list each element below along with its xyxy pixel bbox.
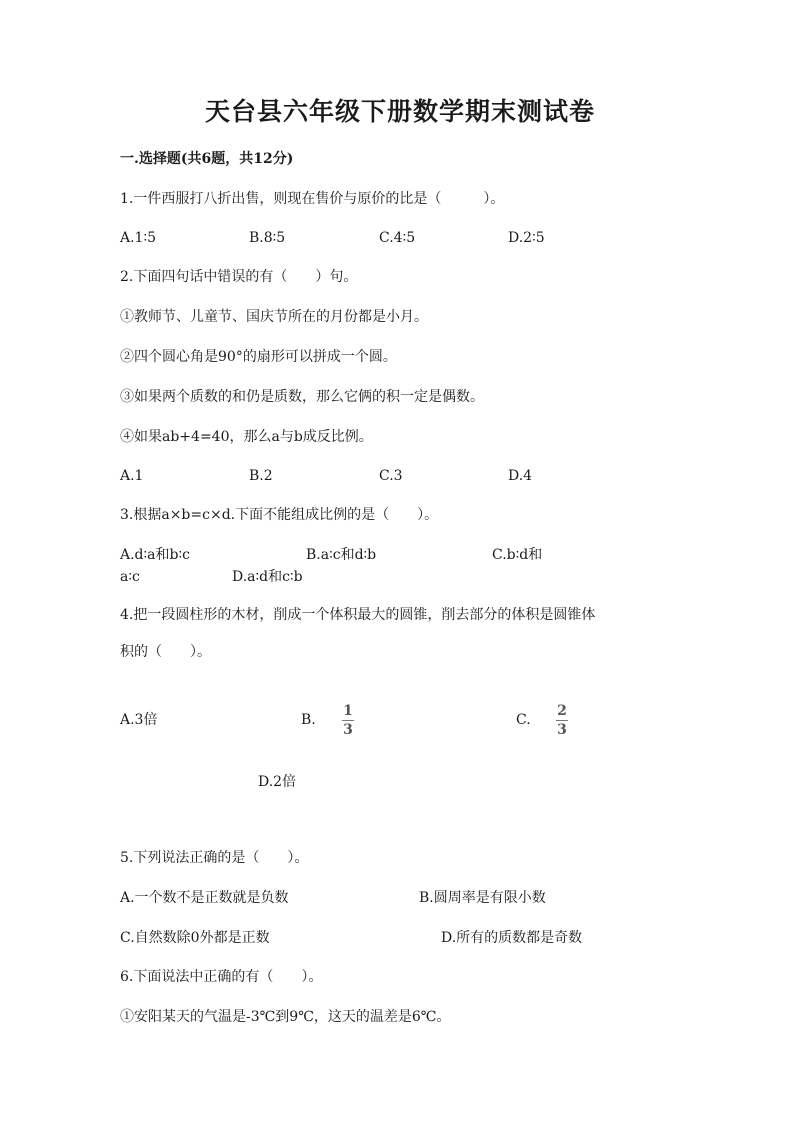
q6-stem: 6.下面说法中正确的有（ ）。 xyxy=(120,969,323,985)
q2-option-a: A.1 xyxy=(120,468,144,484)
q4-option-d: D.2倍 xyxy=(258,774,297,790)
fraction-denominator: 3 xyxy=(343,722,353,738)
fraction-numerator: 1 xyxy=(343,703,353,719)
fraction-bar xyxy=(556,720,568,721)
q6-statement-1: ①安阳某天的气温是-3℃到9℃，这天的温差是6℃。 xyxy=(120,1009,451,1025)
q4-option-c-label: C. xyxy=(516,712,531,728)
page-title: 天台县六年级下册数学期末测试卷 xyxy=(204,97,595,126)
q2-option-d: D.4 xyxy=(508,468,533,484)
q1-option-d: D.2∶5 xyxy=(508,230,545,246)
q3-option-c: C.b∶d和 xyxy=(492,547,543,563)
q5-stem: 5.下列说法正确的是（ ）。 xyxy=(120,850,309,866)
q3-option-c-cont: a∶c xyxy=(120,569,140,585)
q2-statement-2: ②四个圆心角是90°的扇形可以拼成一个圆。 xyxy=(120,349,397,365)
section-heading: 一.选择题(共6题，共12分) xyxy=(120,151,294,167)
q3-stem: 3.根据a×b=c×d.下面不能组成比例的是（ ）。 xyxy=(120,507,439,523)
q4-stem-line2: 积的（ ）。 xyxy=(120,644,211,660)
q2-statement-4: ④如果ab+4=40，那么a与b成反比例。 xyxy=(120,429,373,445)
q5-option-a: A.一个数不是正数就是负数 xyxy=(120,890,289,906)
fraction-denominator: 3 xyxy=(557,722,567,738)
q1-stem: 1.一件西服打八折出售，则现在售价与原价的比是（ ）。 xyxy=(120,191,505,207)
q4-stem-line1: 4.把一段圆柱形的木材，削成一个体积最大的圆锥，削去部分的体积是圆锥体 xyxy=(120,607,596,623)
fraction-numerator: 2 xyxy=(557,703,567,719)
q3-option-b: B.a∶c和d∶b xyxy=(306,547,377,563)
q5-option-d: D.所有的质数都是奇数 xyxy=(441,930,583,946)
q5-option-b: B.圆周率是有限小数 xyxy=(419,890,546,906)
q4-option-a: A.3倍 xyxy=(120,712,158,728)
q5-option-c: C.自然数除0外都是正数 xyxy=(120,930,270,946)
q2-statement-3: ③如果两个质数的和仍是质数，那么它俩的积一定是偶数。 xyxy=(120,389,484,405)
q2-option-b: B.2 xyxy=(249,468,273,484)
q4-option-c-fraction xyxy=(554,703,570,738)
q2-statement-1: ①教师节、儿童节、国庆节所在的月份都是小月。 xyxy=(120,309,428,325)
q1-option-c: C.4∶5 xyxy=(379,230,416,246)
q4-option-b-fraction xyxy=(340,703,356,738)
q2-stem: 2.下面四句话中错误的有（ ）句。 xyxy=(120,269,358,285)
q3-option-a: A.d∶a和b∶c xyxy=(120,547,190,563)
q1-option-b: B.8∶5 xyxy=(249,230,286,246)
q4-option-b-label: B. xyxy=(301,712,316,728)
fraction-bar xyxy=(342,720,354,721)
q3-option-d: D.a∶d和c∶b xyxy=(232,569,303,585)
q2-option-c: C.3 xyxy=(379,468,403,484)
q1-option-a: A.1∶5 xyxy=(120,230,157,246)
